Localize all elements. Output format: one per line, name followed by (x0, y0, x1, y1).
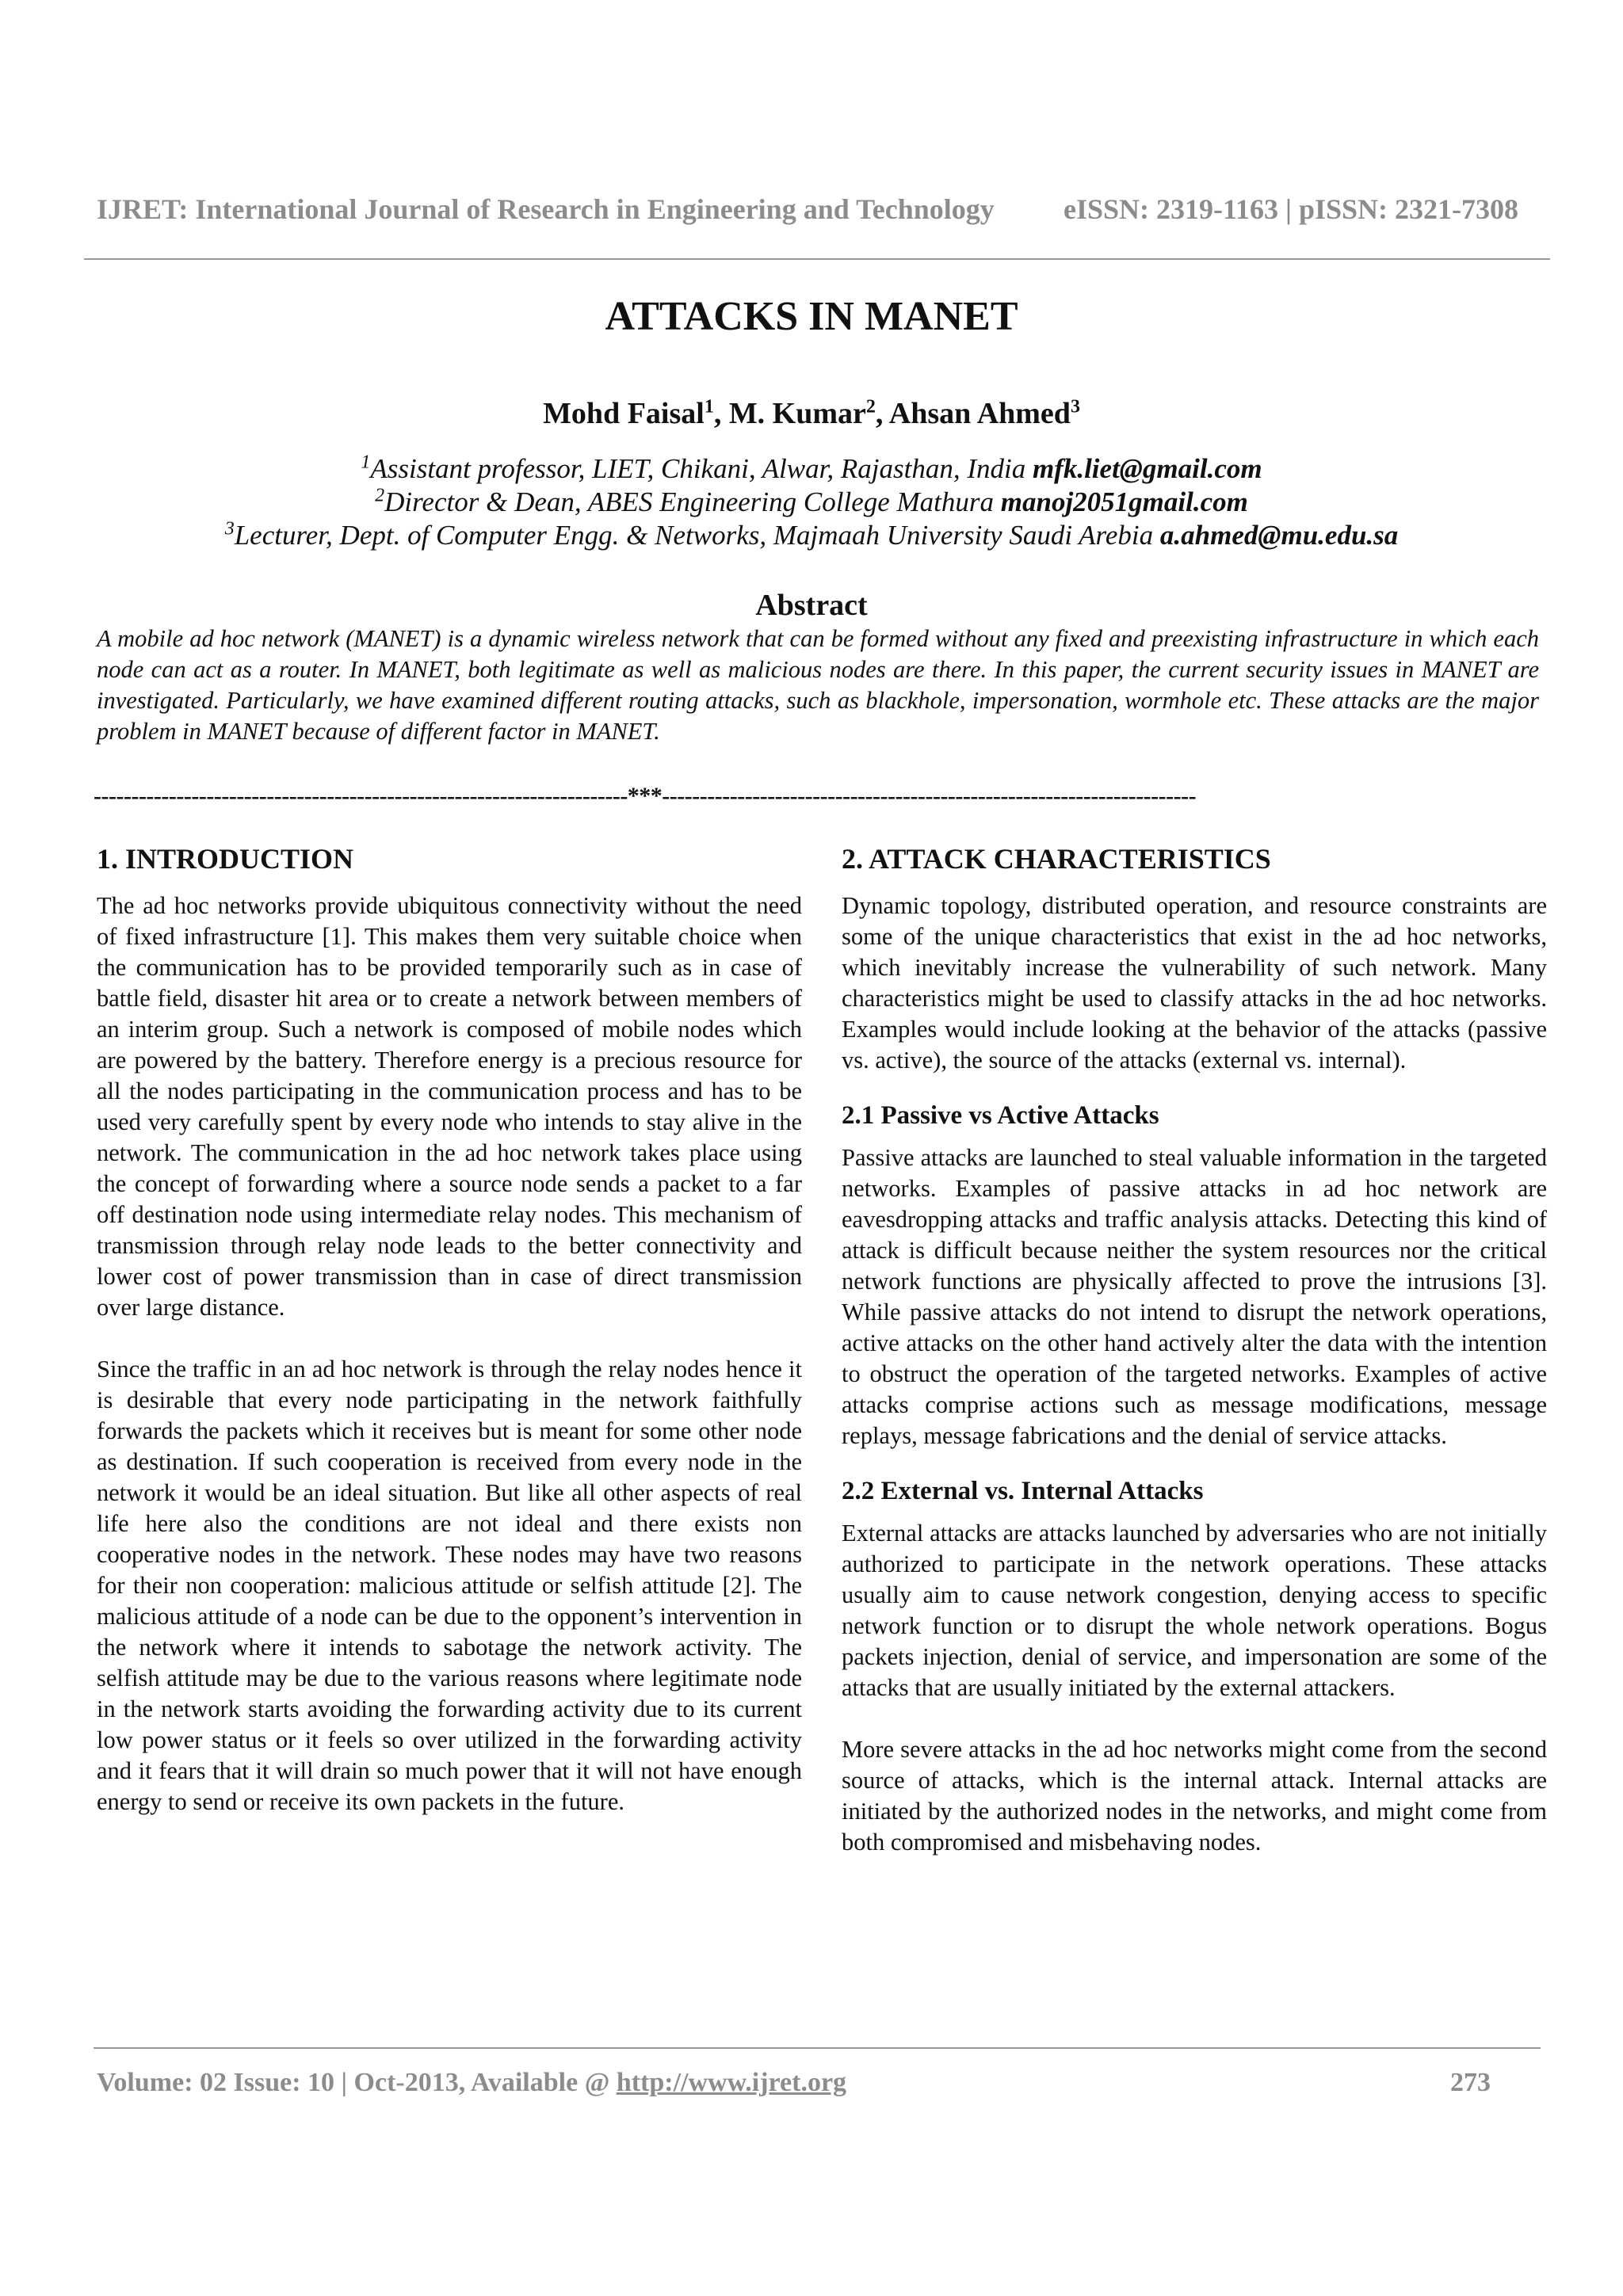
footer-rule (94, 2047, 1541, 2049)
footer-text: Volume: 02 Issue: 10 | Oct-2013, Available @ (97, 2068, 617, 2097)
journal-header: IJRET: International Journal of Research in Engineering and Technology (97, 193, 995, 225)
paragraph: Since the traffic in an ad hoc network is through the relay nodes hence it is desirable that every node participating in the network faithfully forwards the packets which it receives but is meant for some other node as destination. If such cooperation is received from every node in the network it would be an ideal situation. But like all other aspects of real life here also the conditions are not ideal and there exists non cooperative nodes in the network. These nodes may have two reasons for their non cooperation: malicious attitude or selfish attitude [2]. The malicious attitude of a node can be due to the opponent’s intervention in the network where it intends to sabotage the network activity. The selfish attitude may be due to the various reasons where legitimate node in the network starts avoiding the forwarding activity due to its current low power status or it feels so over utilized in the forwarding activity and it fears that it will drain so much power that it will not have enough energy to send or receive its own packets in the future. (97, 1356, 802, 1815)
author-sup: 2 (865, 396, 876, 418)
affiliation-2 (0, 486, 1623, 518)
footer-link[interactable]: http://www.ijret.org (616, 2068, 847, 2097)
paragraph-gap (97, 1323, 802, 1354)
right-column (842, 841, 1547, 1858)
author-line (0, 396, 1623, 431)
author-sup: 1 (704, 396, 714, 418)
left-column (97, 841, 802, 1817)
header-rule (84, 258, 1550, 260)
author-sep: , (713, 397, 729, 430)
page-number: 273 (1450, 2068, 1491, 2097)
paragraph: Dynamic topology, distributed operation, and resource constraints are some of the unique characteristics that exist in the ad hoc networks, which inevitably increase the vulnerability of such network. Many characteristics might be used to classify attacks in the ad hoc networks. Examples would include looking at the behavior of the attacks (passive vs. active), the source of the attacks (external vs. internal). (842, 892, 1547, 1074)
author-name: Mohd Faisal (543, 397, 705, 430)
affiliation-text: Director & Dean, ABES Engineering College Mathura (384, 486, 1001, 517)
author-sep: , (875, 397, 889, 430)
paragraph-gap (842, 1076, 1547, 1100)
affiliation-text: Assistant professor, LIET, Chikani, Alwar, Rajasthan, India (370, 453, 1033, 484)
paragraph: External attacks are attacks launched by adversaries who are not initially authorized to participate in the network operations. These attacks usually aim to cause network congestion, denying access to specific network function or to disrupt the whole network operations. Bogus packets injection, denial of service, and impersonation are some of the attacks that are usually initiated by the external attackers. (842, 1520, 1547, 1701)
subsection-heading: 2.1 Passive vs Active Attacks (842, 1101, 1159, 1130)
paragraph-gap (842, 1451, 1547, 1475)
footer-volume (97, 2068, 846, 2098)
affiliation-1 (0, 453, 1623, 485)
affiliation-sup: 1 (361, 452, 371, 473)
affiliation-text: Lecturer, Dept. of Computer Engg. & Networks, Majmaah University Saudi Arebia (234, 520, 1160, 551)
subsection-heading: 2.2 External vs. Internal Attacks (842, 1477, 1204, 1505)
author-sup: 3 (1070, 396, 1080, 418)
affiliation-sup: 3 (224, 518, 235, 540)
section-heading: 2. ATTACK CHARACTERISTICS (842, 843, 1271, 875)
affiliation-email: a.ahmed@mu.edu.sa (1159, 520, 1399, 551)
author-name: M. Kumar (728, 397, 866, 430)
paper-title: ATTACKS IN MANET (605, 294, 1018, 339)
paragraph: The ad hoc networks provide ubiquitous connectivity without the need of fixed infrastructure [1]. This makes them very suitable choice when the communication has to be provided temporarily such as in case of battle field, disaster hit area or to create a network between members of an interim group. Such a network is composed of mobile nodes which are powered by the battery. Therefore energy is a precious resource for all the nodes participating in the communication process and has to be used very carefully spent by every node who intends to stay alive in the network. The communication in the ad hoc network takes place using the concept of forwarding where a source node sends a packet to a far off destination node using intermediate relay nodes. This mechanism of transmission through relay node leads to the better connectivity and lower cost of power transmission than in case of direct transmission over large distance. (97, 892, 802, 1321)
issn-header: eISSN: 2319-1163 | pISSN: 2321-7308 (1064, 193, 1518, 225)
author-name: Ahsan Ahmed (888, 397, 1071, 430)
paragraph-gap (842, 1703, 1547, 1734)
affiliation-email: manoj2051gmail.com (1000, 486, 1248, 517)
section-separator: -----------------------------------------------------------------------***----------------------------------------------------------------------- (94, 783, 1197, 809)
affiliation-email: mfk.liet@gmail.com (1032, 453, 1262, 484)
abstract-text: A mobile ad hoc network (MANET) is a dynamic wireless network that can be formed without any fixed and preexisting infrastructure in which each node can act as a router. In MANET, both legitimate as well as malicious nodes are there. In this paper, the current security issues in MANET are investigated. Particularly, we have examined different routing attacks, such as blackhole, impersonation, wormhole etc. These attacks are the major problem in MANET because of different factor in MANET. (97, 625, 1539, 745)
section-heading: 1. INTRODUCTION (97, 843, 354, 875)
affiliation-3 (0, 520, 1623, 551)
abstract-heading: Abstract (755, 589, 868, 622)
paragraph: Passive attacks are launched to steal valuable information in the targeted networks. Examples of passive attacks in ad hoc network are eavesdropping attacks and traffic analysis attacks. Detecting this kind of attack is difficult because neither the system resources nor the critical network functions are physically affected to prove the intrusions [3]. While passive attacks do not intend to disrupt the network operations, active attacks on the other hand actively alter the data with the intention to obstruct the operation of the targeted networks. Examples of active attacks comprise actions such as message modifications, message replays, message fabrications and the denial of service attacks. (842, 1144, 1547, 1449)
affiliation-sup: 2 (375, 485, 385, 506)
paragraph: More severe attacks in the ad hoc networks might come from the second source of attacks, which is the internal attack. Internal attacks are initiated by the authorized nodes in the networks, and might come from both compromised and misbehaving nodes. (842, 1736, 1547, 1855)
